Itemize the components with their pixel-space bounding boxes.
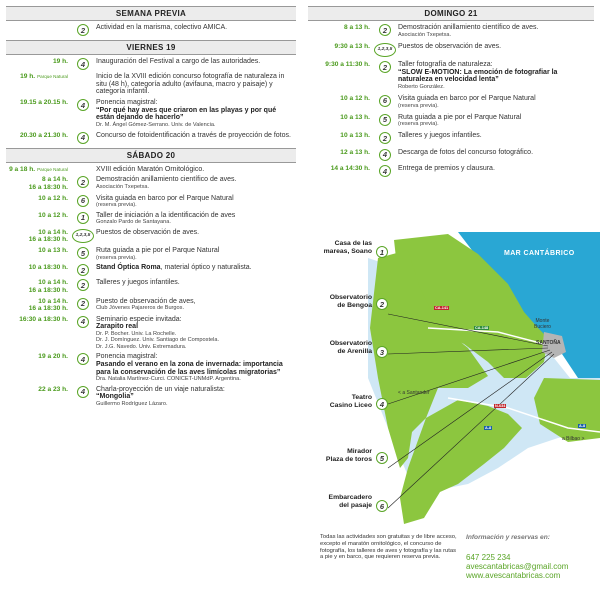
event-time-text: 12 a 13 h. bbox=[340, 148, 370, 156]
event-description bbox=[96, 247, 296, 261]
event-text: Ponencia magistral: bbox=[96, 353, 158, 361]
right-column bbox=[308, 6, 594, 182]
event-time bbox=[6, 298, 70, 313]
event-speaker: Asociación Txepetxa. bbox=[398, 31, 452, 38]
location-badge: 4 bbox=[77, 132, 89, 144]
event-row bbox=[308, 95, 594, 109]
location-badge: 1,2,3,5 bbox=[374, 43, 396, 57]
event-description bbox=[96, 132, 296, 140]
event-time bbox=[308, 132, 372, 140]
event-row bbox=[6, 353, 296, 382]
event-text: Inicio de la XVIII edición concurso fotografía de naturaleza in situ (48 h), categoría adulto (avifauna, macro y paisaje) y categoría infantil. bbox=[96, 73, 285, 96]
event-time-text: 10 a 14 h. 16 a 18:30 h. bbox=[28, 279, 68, 294]
event-description bbox=[398, 132, 594, 140]
event-speaker: (reserva previa). bbox=[398, 121, 439, 128]
event-text: Demostración anillamiento científico de aves. bbox=[398, 24, 539, 31]
event-description bbox=[398, 95, 594, 109]
event-time bbox=[308, 165, 372, 173]
event-description bbox=[96, 298, 296, 312]
event-speaker: Dr. M. Ángel Gómez-Serrano. Univ. de Valencia. bbox=[96, 121, 216, 128]
event-text: Descarga de fotos del concurso fotográfico. bbox=[398, 148, 534, 156]
event-description bbox=[398, 24, 594, 38]
section-title: SEMANA PREVIA bbox=[6, 6, 296, 21]
event-text: Ruta guiada a pie por el Parque Natural bbox=[398, 113, 522, 121]
badge-cell bbox=[70, 176, 96, 188]
location-badge: 4 bbox=[77, 58, 89, 70]
location-badge-6: 6 bbox=[376, 500, 388, 512]
event-highlight: “SLOW E-MOTION: La emoción de fotografiar la naturaleza en velocidad lenta” bbox=[398, 68, 558, 84]
event-speaker: Dra. Natalia Martínez-Curci. CONICET-UNMdP. Argentina. bbox=[96, 376, 241, 383]
event-row bbox=[6, 132, 296, 144]
location-label-5: Mirador Plaza de toros bbox=[325, 448, 372, 463]
badge-cell bbox=[372, 165, 398, 177]
location-badge: 4 bbox=[77, 386, 89, 398]
location-badge-1: 1 bbox=[376, 246, 388, 258]
location-badge-2: 2 bbox=[376, 298, 388, 310]
event-speaker: Asociación Txepetxa. bbox=[96, 183, 150, 190]
event-time-text: 9:30 a 13 h. bbox=[334, 42, 370, 50]
event-speaker: (reserva previa). bbox=[96, 202, 137, 209]
event-description bbox=[96, 279, 296, 287]
location-badge: 1 bbox=[77, 212, 89, 224]
event-time bbox=[6, 264, 70, 272]
event-text: Actividad en la marisma, colectivo AMICA. bbox=[96, 24, 228, 31]
road-ca141: CA-141 bbox=[435, 306, 449, 310]
event-highlight: Pasando el verano en la zona de invernada: importancia para la conservación de las aves limícolas migratorias” bbox=[96, 361, 283, 376]
event-description bbox=[398, 43, 594, 51]
event-row bbox=[6, 99, 296, 128]
badge-cell bbox=[70, 58, 96, 70]
event-row bbox=[6, 176, 296, 191]
event-time bbox=[6, 195, 70, 203]
section-title: VIERNES 19 bbox=[6, 40, 296, 55]
park-map bbox=[308, 228, 600, 530]
event-row bbox=[6, 58, 296, 70]
event-time-text: 20.30 a 21.30 h. bbox=[19, 131, 68, 139]
event-time bbox=[6, 58, 70, 66]
road-a8-west: A-8 bbox=[485, 426, 492, 430]
event-highlight: Zarapito real bbox=[96, 323, 139, 331]
left-column bbox=[6, 6, 296, 411]
event-text: Entrega de premios y clausura. bbox=[398, 165, 495, 173]
location-badge: 2 bbox=[379, 61, 391, 73]
event-time-text: 10 a 13 h. bbox=[340, 132, 370, 140]
badge-cell bbox=[70, 353, 96, 365]
event-time-text: 19.15 a 20.15 h. bbox=[19, 99, 68, 107]
event-time-text: 10 a 18:30 h. bbox=[28, 264, 68, 272]
event-time-text: 10 a 13 h. bbox=[38, 247, 68, 255]
location-badge: 6 bbox=[379, 95, 391, 107]
badge-cell bbox=[70, 229, 96, 243]
event-time bbox=[6, 166, 70, 174]
event-speaker: Club Jóvenes Pajareros de Burgos. bbox=[96, 305, 184, 312]
badge-cell bbox=[70, 99, 96, 111]
event-row bbox=[6, 247, 296, 261]
phone-number: 647 225 234 bbox=[466, 553, 511, 562]
badge-cell bbox=[372, 24, 398, 36]
event-description bbox=[96, 386, 296, 408]
event-speaker: Roberto González. bbox=[398, 83, 445, 90]
road-a8-east: A-8 bbox=[579, 424, 586, 428]
location-badge-3: 3 bbox=[376, 346, 388, 358]
event-speaker: Guillermo Rodríguez Lázaro. bbox=[96, 400, 168, 407]
event-row bbox=[308, 61, 594, 90]
event-time bbox=[308, 95, 372, 103]
event-text: Taller fotografía de naturaleza: bbox=[398, 61, 493, 69]
location-badge: 4 bbox=[379, 165, 391, 177]
event-text: Talleres y juegos infantiles. bbox=[96, 279, 180, 287]
badge-cell bbox=[372, 114, 398, 126]
location-badge: 4 bbox=[77, 99, 89, 111]
event-description bbox=[96, 73, 296, 96]
event-time bbox=[6, 247, 70, 255]
location-badge: 2 bbox=[379, 24, 391, 36]
to-santander-label: < a Santander bbox=[398, 390, 430, 396]
sea-label: MAR CANTÁBRICO bbox=[504, 250, 575, 257]
location-label-3: Observatorio de Arenilla bbox=[329, 340, 372, 355]
event-row bbox=[6, 73, 296, 96]
event-time bbox=[308, 61, 372, 69]
event-description bbox=[398, 149, 594, 157]
event-row bbox=[308, 114, 594, 128]
event-description bbox=[398, 114, 594, 128]
event-description bbox=[96, 176, 296, 190]
event-speaker: Gonzalo Pardo de Santayana. bbox=[96, 219, 171, 226]
event-row bbox=[6, 298, 296, 313]
location-badge-5: 5 bbox=[376, 452, 388, 464]
event-highlight: “Mongolia” bbox=[96, 393, 134, 401]
town-label: SANTOÑA bbox=[536, 340, 561, 346]
event-row bbox=[308, 43, 594, 57]
event-time-text: 10 a 13 h. bbox=[340, 113, 370, 121]
event-row bbox=[6, 166, 296, 174]
badge-cell bbox=[70, 316, 96, 328]
event-text: Puesto de observación de aves, bbox=[96, 297, 196, 305]
event-time-text: 19 a 20 h. bbox=[38, 353, 68, 361]
event-text: Puestos de observación de aves. bbox=[96, 228, 200, 236]
event-time bbox=[308, 43, 372, 51]
event-time bbox=[6, 132, 70, 140]
event-description bbox=[96, 264, 296, 272]
event-highlight: Stand Óptica Roma bbox=[96, 264, 161, 272]
event-text: Visita guiada en barco por el Parque Natural bbox=[398, 94, 536, 102]
event-text: Concurso de fotoidentificación a través de proyección de fotos. bbox=[96, 131, 291, 139]
event-row bbox=[6, 229, 296, 244]
location-badge: 4 bbox=[77, 353, 89, 365]
location-badge: 2 bbox=[379, 132, 391, 144]
event-time-text: 9:30 a 11:30 h. bbox=[325, 61, 370, 69]
event-row bbox=[308, 165, 594, 177]
badge-cell bbox=[70, 298, 96, 310]
location-label-4: Teatro Casino Liceo bbox=[329, 394, 372, 409]
event-time-text: 14 a 14:30 h. bbox=[330, 165, 370, 173]
event-text: Demostración anillamiento científico de aves. bbox=[96, 176, 237, 184]
event-text: Visita guiada en barco por el Parque Natural bbox=[96, 194, 234, 202]
contact-block bbox=[466, 534, 596, 580]
map-graphic bbox=[308, 228, 600, 530]
event-time-text: 10 a 12 h. bbox=[340, 94, 370, 102]
event-text: Talleres y juegos infantiles. bbox=[398, 132, 482, 140]
badge-cell bbox=[70, 386, 96, 398]
event-time-text: 9 a 18 h. bbox=[9, 165, 36, 173]
badge-cell bbox=[372, 43, 398, 57]
badge-cell bbox=[70, 247, 96, 259]
badge-cell bbox=[70, 132, 96, 144]
badge-cell bbox=[70, 195, 96, 207]
event-time-text: 19 h. bbox=[52, 58, 68, 65]
location-badge: 2 bbox=[77, 279, 89, 291]
event-time bbox=[6, 279, 70, 294]
location-label-2: Observatorio de Bengoa bbox=[329, 294, 372, 309]
location-badge: 2 bbox=[77, 298, 89, 310]
location-badge: 2 bbox=[77, 264, 89, 276]
location-badge: 1,2,3,5 bbox=[72, 229, 94, 243]
event-time-text: 8 a 14 h. 16 a 18:30 h. bbox=[28, 176, 68, 191]
event-row bbox=[6, 212, 296, 226]
event-time-text: 10 a 12 h. bbox=[38, 211, 68, 219]
event-description bbox=[96, 99, 296, 128]
badge-cell bbox=[372, 95, 398, 107]
event-description bbox=[96, 229, 296, 237]
access-note: Todas las actividades son gratuitas y de libre acceso, excepto el maratón ornitológico, el concurso de fotografía, los talleres de aves y fotografía y las rutas a pie y en barco, que requieren reserva previa. bbox=[320, 534, 457, 561]
event-row bbox=[308, 149, 594, 161]
event-description bbox=[96, 353, 296, 382]
event-row bbox=[6, 279, 296, 294]
badge-cell bbox=[70, 24, 96, 36]
badge-cell bbox=[70, 212, 96, 224]
event-text: Seminario especie invitada: bbox=[96, 315, 182, 323]
event-time-text: 8 a 13 h. bbox=[343, 24, 370, 31]
event-text: Puestos de observación de aves. bbox=[398, 42, 502, 50]
road-ca148: CA-148 bbox=[475, 326, 489, 330]
section-title: DOMINGO 21 bbox=[308, 6, 594, 21]
badge-cell bbox=[372, 149, 398, 161]
event-row bbox=[6, 386, 296, 408]
event-speaker: (reserva previa). bbox=[398, 102, 439, 109]
event-time bbox=[6, 229, 70, 244]
event-description bbox=[96, 212, 296, 226]
event-time bbox=[308, 149, 372, 157]
location-label-6: Embarcadero del pasaje bbox=[328, 494, 372, 509]
location-label-1: Casa de las mareas, Soano bbox=[323, 240, 372, 255]
event-text: Ruta guiada a pie por el Parque Natural bbox=[96, 247, 220, 255]
event-description bbox=[96, 24, 296, 32]
event-time-text: 10 a 12 h. bbox=[38, 194, 68, 202]
event-row bbox=[308, 24, 594, 38]
event-row bbox=[6, 195, 296, 209]
event-row bbox=[6, 264, 296, 276]
event-description bbox=[96, 195, 296, 209]
info-title: Información y reservas en: bbox=[466, 534, 550, 541]
event-description bbox=[96, 316, 296, 350]
location-badge: 2 bbox=[77, 24, 89, 36]
event-speaker: Dr. P. Bocher. Univ. La Rochelle. Dr. J. Domínguez. Univ. Santiago de Compostela. Dr. J.G. Navedo. Univ. Extremadura. bbox=[96, 331, 220, 350]
event-time bbox=[6, 212, 70, 220]
event-description bbox=[96, 166, 296, 174]
event-text: Ponencia magistral: bbox=[96, 99, 158, 107]
section-title: SÁBADO 20 bbox=[6, 148, 296, 163]
email-link[interactable]: avescantabricas@gmail.com bbox=[466, 562, 569, 571]
location-badge: 5 bbox=[379, 114, 391, 126]
location-badge: 4 bbox=[379, 149, 391, 161]
road-n634: N-634 bbox=[495, 404, 506, 408]
location-badge-4: 4 bbox=[376, 398, 388, 410]
to-bilbao-label: a Bilbao > bbox=[562, 436, 585, 442]
event-time-text: 10 a 14 h. 16 a 18:30 h. bbox=[28, 297, 68, 313]
event-highlight: “Por qué hay aves que criaron en las playas y por qué están dejando de hacerlo” bbox=[96, 106, 277, 122]
event-time bbox=[6, 73, 70, 81]
event-text: Taller de iniciación a la identificación de aves bbox=[96, 211, 236, 219]
location-badge: 5 bbox=[77, 247, 89, 259]
location-badge: 4 bbox=[77, 316, 89, 328]
event-time bbox=[308, 114, 372, 122]
event-time-text: 16:30 a 18:30 h. bbox=[19, 315, 68, 323]
event-speaker: (reserva previa). bbox=[96, 254, 137, 261]
badge-cell bbox=[372, 132, 398, 144]
event-text: , material óptico y naturalista. bbox=[160, 264, 252, 272]
event-row bbox=[308, 132, 594, 144]
event-row bbox=[6, 316, 296, 350]
event-text: Inauguración del Festival a cargo de las autoridades. bbox=[96, 58, 261, 65]
event-description bbox=[398, 61, 594, 90]
event-time-text: 22 a 23 h. bbox=[38, 385, 68, 393]
badge-cell bbox=[372, 61, 398, 73]
event-text: XVIII edición Maratón Ornitológico. bbox=[96, 165, 205, 173]
event-description bbox=[398, 165, 594, 173]
event-time-text: 10 a 14 h. 16 a 18:30 h. bbox=[28, 228, 68, 244]
event-time bbox=[6, 99, 70, 107]
badge-cell bbox=[70, 279, 96, 291]
location-badge: 6 bbox=[77, 195, 89, 207]
event-time bbox=[6, 176, 70, 191]
event-row bbox=[6, 24, 296, 36]
park-tag: Parque Natural bbox=[37, 74, 68, 80]
event-text: Charla-proyección de un viaje naturalista: bbox=[96, 385, 225, 393]
mountain-label: Monte Buciero bbox=[534, 318, 551, 330]
event-time bbox=[6, 353, 70, 361]
park-tag: Parque Natural bbox=[37, 166, 68, 172]
event-time bbox=[308, 24, 372, 32]
location-badge: 2 bbox=[77, 176, 89, 188]
badge-cell bbox=[70, 264, 96, 276]
event-time bbox=[6, 316, 70, 324]
website-link[interactable]: www.avescantabricas.com bbox=[466, 571, 561, 580]
event-time-text: 19 h. bbox=[20, 73, 36, 81]
event-time bbox=[6, 386, 70, 394]
event-description bbox=[96, 58, 296, 66]
